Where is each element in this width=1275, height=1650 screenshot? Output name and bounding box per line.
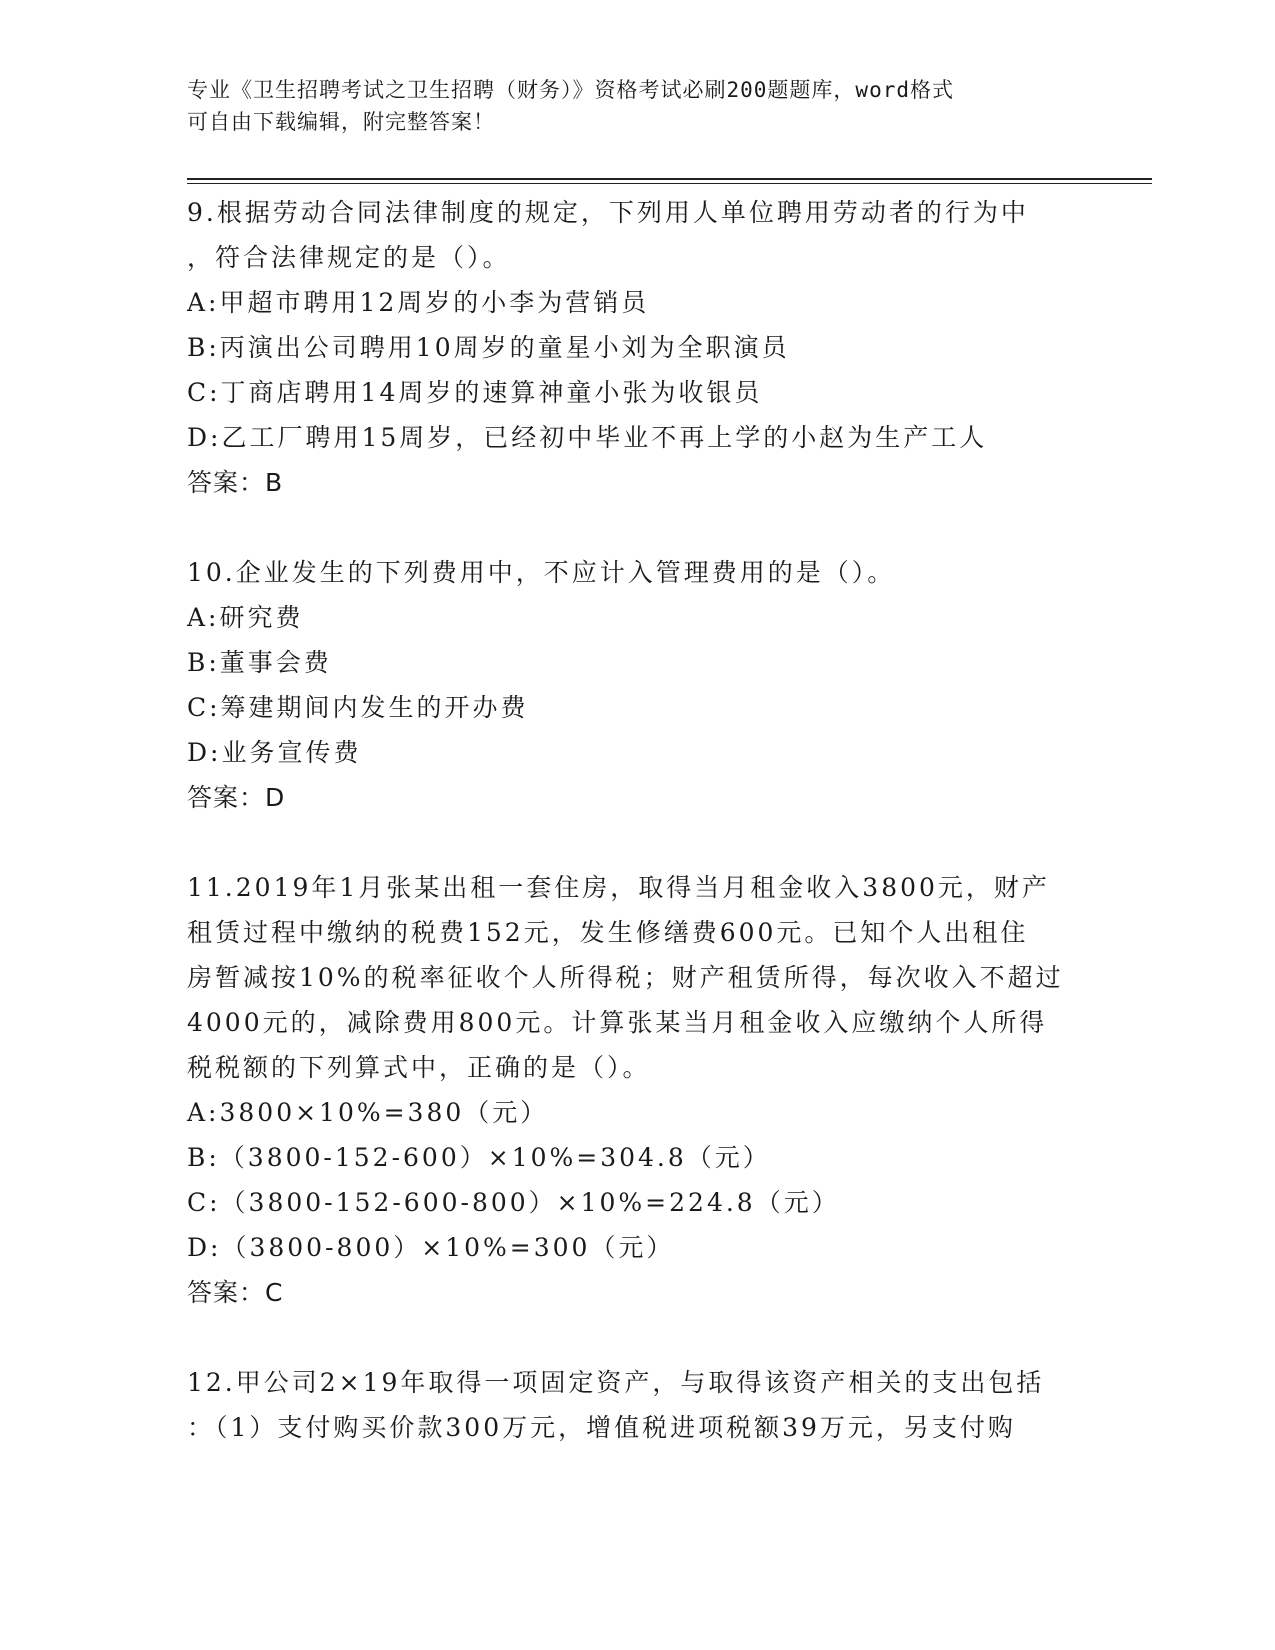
- spacer: [187, 820, 1087, 865]
- question-text-line: 房暂减按10%的税率征收个人所得税；财产租赁所得，每次收入不超过: [187, 963, 1064, 992]
- option-d: D:乙工厂聘用15周岁，已经初中毕业不再上学的小赵为生产工人: [187, 423, 988, 452]
- option-d: D:（3800-800）×10%=300（元）: [187, 1233, 675, 1262]
- option-c: C:（3800-152-600-800）×10%=224.8（元）: [187, 1188, 840, 1217]
- question-10: [187, 550, 1087, 820]
- document-header: [187, 74, 1067, 138]
- header-line-1: 专业《卫生招聘考试之卫生招聘（财务）》资格考试必刷200题题库，word格式: [187, 78, 954, 102]
- spacer: [187, 505, 1087, 550]
- option-b: B:董事会费: [187, 648, 332, 677]
- question-text-line: 9.根据劳动合同法律制度的规定，下列用人单位聘用劳动者的行为中: [187, 198, 1029, 227]
- option-a: A:甲超市聘用12周岁的小李为营销员: [187, 288, 650, 317]
- answer-label: 答案：D: [187, 783, 286, 812]
- header-line-2: 可自由下载编辑，附完整答案！: [187, 110, 495, 134]
- option-d: D:业务宣传费: [187, 738, 362, 767]
- question-11: [187, 865, 1087, 1315]
- question-12: [187, 1360, 1087, 1450]
- option-a: A:研究费: [187, 603, 304, 632]
- option-c: C:丁商店聘用14周岁的速算神童小张为收银员: [187, 378, 763, 407]
- question-text-line: ，符合法律规定的是（）。: [187, 243, 511, 272]
- question-text-line: 11.2019年1月张某出租一套住房，取得当月租金收入3800元，财产: [187, 873, 1050, 902]
- question-text-line: 租赁过程中缴纳的税费152元，发生修缮费600元。已知个人出租住: [187, 918, 1029, 947]
- question-list: [187, 190, 1087, 1450]
- option-b: B:丙演出公司聘用10周岁的童星小刘为全职演员: [187, 333, 790, 362]
- question-text-line: ：（1）支付购买价款300万元，增值税进项税额39万元，另支付购: [187, 1413, 1016, 1442]
- question-text-line: 4000元的，减除费用800元。计算张某当月租金收入应缴纳个人所得: [187, 1008, 1048, 1037]
- option-c: C:筹建期间内发生的开办费: [187, 693, 529, 722]
- question-text-line: 12.甲公司2×19年取得一项固定资产，与取得该资产相关的支出包括: [187, 1368, 1045, 1397]
- header-divider-thin: [187, 183, 1152, 184]
- spacer: [187, 1315, 1087, 1360]
- question-text-line: 10.企业发生的下列费用中，不应计入管理费用的是（）。: [187, 558, 896, 587]
- answer-label: 答案：B: [187, 468, 284, 497]
- question-9: [187, 190, 1087, 505]
- option-a: A:3800×10%=380（元）: [187, 1098, 549, 1127]
- header-divider-thick: [187, 178, 1152, 180]
- question-text-line: 税税额的下列算式中，正确的是（）。: [187, 1053, 651, 1082]
- answer-label: 答案：C: [187, 1278, 284, 1307]
- option-b: B:（3800-152-600）×10%=304.8（元）: [187, 1143, 771, 1172]
